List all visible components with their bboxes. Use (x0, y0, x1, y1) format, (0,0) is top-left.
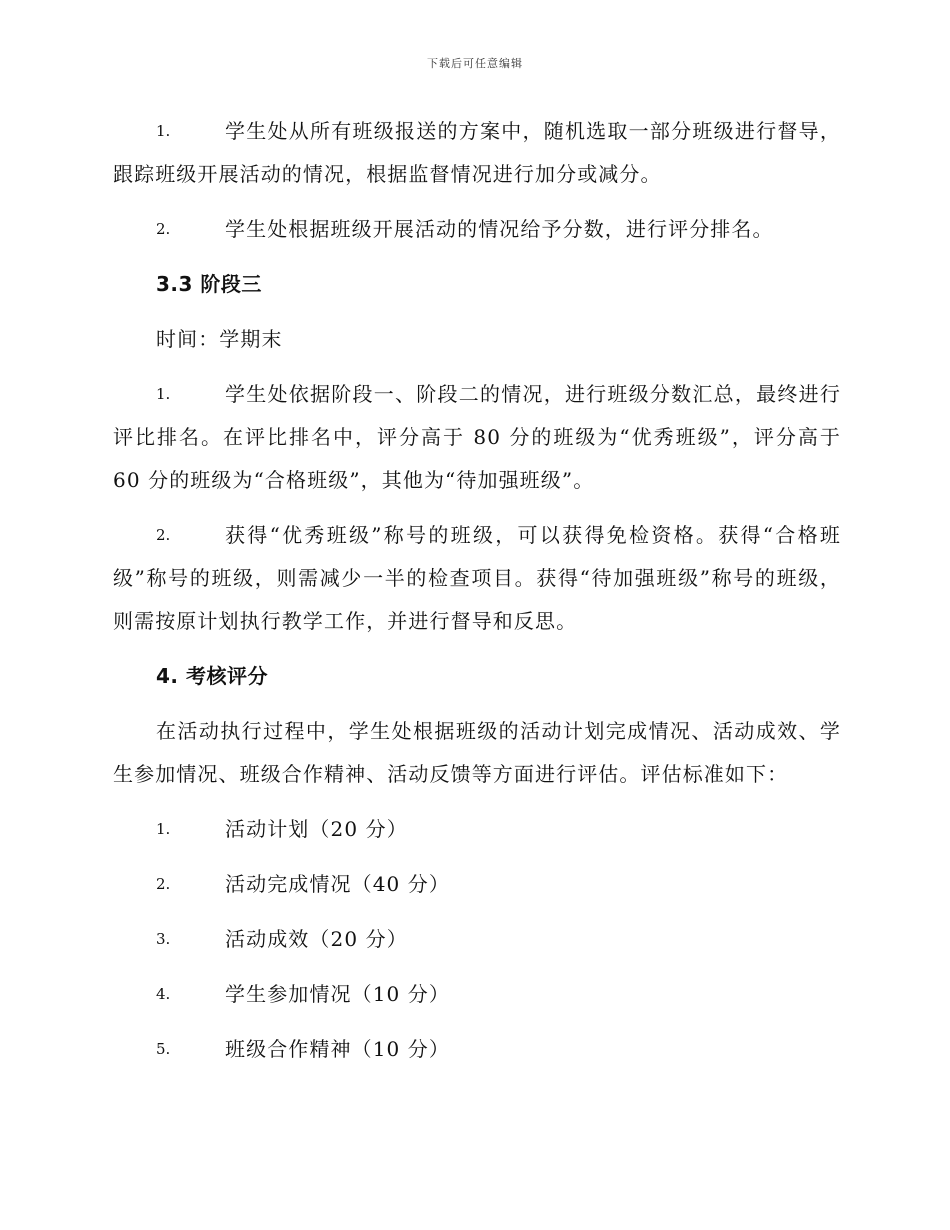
item-text: 活动计划（20 分） (225, 817, 408, 841)
criteria-item-3 (113, 918, 841, 961)
criteria-item-2 (113, 863, 841, 906)
item-number: 3. (156, 930, 171, 948)
stage3-item-2 (113, 514, 841, 643)
stage3-time: 时间：学期末 (156, 327, 283, 351)
item-number: 4. (156, 985, 171, 1003)
document-body (113, 110, 841, 1071)
item-number: 1. (156, 820, 171, 838)
item-text: 学生处从所有班级报送的方案中，随机选取一部分班级进行督导，跟踪班级开展活动的情况，根据监督情况进行加分或减分。 (113, 119, 841, 186)
item-text: 获得“优秀班级”称号的班级，可以获得免检资格。获得“合格班级”称号的班级，则需减少一半的检查项目。获得“待加强班级”称号的班级，则需按原计划执行教学工作，并进行督导和反思。 (113, 523, 841, 633)
item-text: 活动成效（20 分） (225, 927, 408, 951)
item-number: 1. (156, 385, 171, 403)
assessment-intro: 在活动执行过程中，学生处根据班级的活动计划完成情况、活动成效、学生参加情况、班级合作精神、活动反馈等方面进行评估。评估标准如下： (113, 719, 841, 786)
criteria-item-4 (113, 973, 841, 1016)
item-text: 学生处根据班级开展活动的情况给予分数，进行评分排名。 (225, 217, 774, 241)
item-text: 班级合作精神（10 分） (225, 1037, 451, 1061)
stage3-item-1 (113, 373, 841, 502)
stage3-heading: 3.3 阶段三 (156, 272, 262, 296)
item-number: 1. (156, 122, 171, 140)
item-text: 学生处依据阶段一、阶段二的情况，进行班级分数汇总，最终进行评比排名。在评比排名中，评分高于 80 分的班级为“优秀班级”，评分高于 60 分的班级为“合格班级”，其他为“待加强班级”。 (113, 382, 841, 492)
item-number: 5. (156, 1040, 171, 1058)
page-header-note: 下载后可任意编辑 (427, 57, 523, 70)
item-number: 2. (156, 526, 171, 544)
assessment-heading: 4. 考核评分 (156, 664, 268, 688)
item-text: 学生参加情况（10 分） (225, 982, 451, 1006)
criteria-item-5 (113, 1028, 841, 1071)
criteria-item-1 (113, 808, 841, 851)
stage2-item-2 (113, 208, 841, 251)
item-text: 活动完成情况（40 分） (225, 872, 451, 896)
item-number: 2. (156, 875, 171, 893)
item-number: 2. (156, 220, 171, 238)
stage2-item-1 (113, 110, 841, 196)
